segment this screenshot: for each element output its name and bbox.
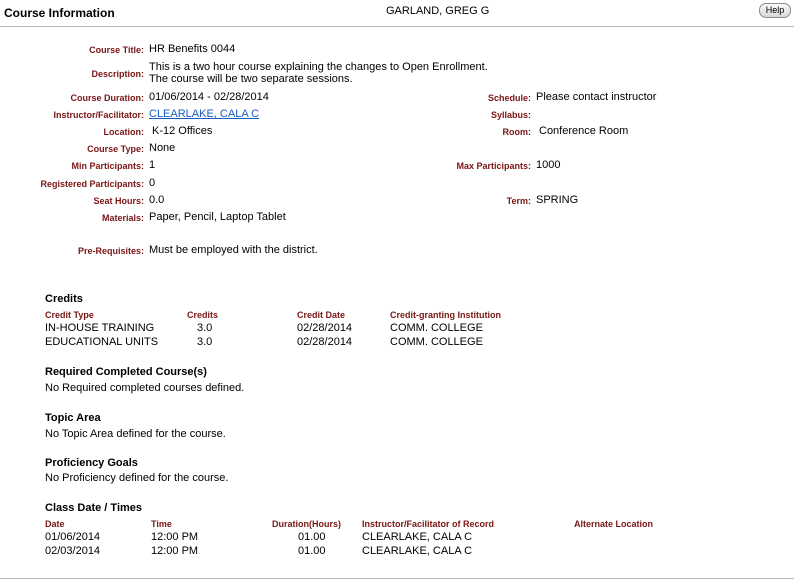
schedule-value: Please contact instructor bbox=[536, 91, 657, 103]
user-name: GARLAND, GREG G bbox=[386, 5, 490, 17]
class-duration-cell: 01.00 bbox=[298, 531, 326, 543]
duration-value: 01/06/2014 - 02/28/2014 bbox=[149, 91, 269, 103]
credit-date-cell: 02/28/2014 bbox=[297, 336, 353, 348]
proficiency-goals-text: No Proficiency defined for the course. bbox=[45, 472, 229, 484]
materials-label: Materials: bbox=[101, 213, 144, 223]
term-label: Term: bbox=[506, 196, 531, 206]
min-participants-value: 1 bbox=[149, 159, 156, 171]
materials-value: Paper, Pencil, Laptop Tablet bbox=[149, 211, 286, 223]
class-header-duration: Duration(Hours) bbox=[272, 519, 341, 529]
proficiency-goals-title: Proficiency Goals bbox=[45, 457, 138, 469]
bottom-divider bbox=[0, 578, 794, 579]
class-header-alt-location: Alternate Location bbox=[574, 519, 654, 529]
required-courses-title: Required Completed Course(s) bbox=[45, 366, 207, 378]
class-duration-cell: 01.00 bbox=[298, 545, 326, 557]
class-header-date: Date bbox=[45, 519, 65, 529]
schedule-label: Schedule: bbox=[487, 93, 531, 103]
credit-type-cell: IN-HOUSE TRAINING bbox=[45, 322, 155, 334]
credits-header-type: Credit Type bbox=[45, 310, 94, 320]
credit-date-cell: 02/28/2014 bbox=[297, 322, 353, 334]
credits-header-institution: Credit-granting Institution bbox=[390, 310, 501, 320]
class-header-instructor: Instructor/Facilitator of Record bbox=[362, 519, 495, 529]
room-label: Room: bbox=[502, 127, 531, 137]
class-time-cell: 12:00 PM bbox=[151, 545, 199, 557]
topic-area-title: Topic Area bbox=[45, 412, 101, 424]
location-value: K-12 Offices bbox=[152, 125, 213, 137]
registered-participants-value: 0 bbox=[149, 177, 156, 189]
instructor-label: Instructor/Facilitator: bbox=[53, 110, 144, 120]
course-type-value: None bbox=[149, 142, 176, 154]
seat-hours-value: 0.0 bbox=[149, 194, 165, 206]
duration-label: Course Duration: bbox=[70, 93, 144, 103]
syllabus-label: Syllabus: bbox=[490, 110, 531, 120]
course-title-label: Course Title: bbox=[89, 45, 144, 55]
room-value: Conference Room bbox=[539, 125, 629, 137]
description-line2: The course will be two separate sessions. bbox=[149, 73, 353, 85]
header-bar bbox=[0, 0, 794, 27]
page-title: Course Information bbox=[4, 6, 115, 20]
course-type-label: Course Type: bbox=[87, 144, 144, 154]
registered-participants-label: Registered Participants: bbox=[40, 179, 144, 189]
credits-header-date: Credit Date bbox=[297, 310, 346, 320]
required-courses-text: No Required completed courses defined. bbox=[45, 382, 245, 394]
course-title-value: HR Benefits 0044 bbox=[149, 43, 236, 55]
seat-hours-label: Seat Hours: bbox=[93, 196, 144, 206]
min-participants-label: Min Participants: bbox=[71, 161, 144, 171]
credit-institution-cell: COMM. COLLEGE bbox=[390, 336, 483, 348]
class-instructor-cell: CLEARLAKE, CALA C bbox=[362, 531, 473, 543]
class-header-time: Time bbox=[151, 519, 172, 529]
max-participants-label: Max Participants: bbox=[456, 161, 531, 171]
description-line1: This is a two hour course explaining the changes to Open Enrollment. bbox=[149, 61, 488, 73]
max-participants-value: 1000 bbox=[536, 159, 561, 171]
location-label: Location: bbox=[103, 127, 144, 137]
class-time-cell: 12:00 PM bbox=[151, 531, 199, 543]
class-instructor-cell: CLEARLAKE, CALA C bbox=[362, 545, 473, 557]
credit-amount-cell: 3.0 bbox=[197, 336, 213, 348]
instructor-link[interactable]: CLEARLAKE, CALA C bbox=[149, 108, 260, 120]
credit-type-cell: EDUCATIONAL UNITS bbox=[45, 336, 159, 348]
class-date-cell: 01/06/2014 bbox=[45, 531, 101, 543]
term-value: SPRING bbox=[536, 194, 579, 206]
topic-area-text: No Topic Area defined for the course. bbox=[45, 428, 226, 440]
class-dates-title: Class Date / Times bbox=[45, 502, 143, 514]
description-label: Description: bbox=[91, 69, 144, 79]
class-date-cell: 02/03/2014 bbox=[45, 545, 101, 557]
prerequisites-label: Pre-Requisites: bbox=[77, 246, 144, 256]
credits-section-title: Credits bbox=[45, 293, 83, 305]
credits-header-credits: Credits bbox=[187, 310, 219, 320]
credit-amount-cell: 3.0 bbox=[197, 322, 213, 334]
help-button[interactable]: Help bbox=[759, 3, 791, 18]
credit-institution-cell: COMM. COLLEGE bbox=[390, 322, 483, 334]
prerequisites-value: Must be employed with the district. bbox=[149, 244, 318, 256]
